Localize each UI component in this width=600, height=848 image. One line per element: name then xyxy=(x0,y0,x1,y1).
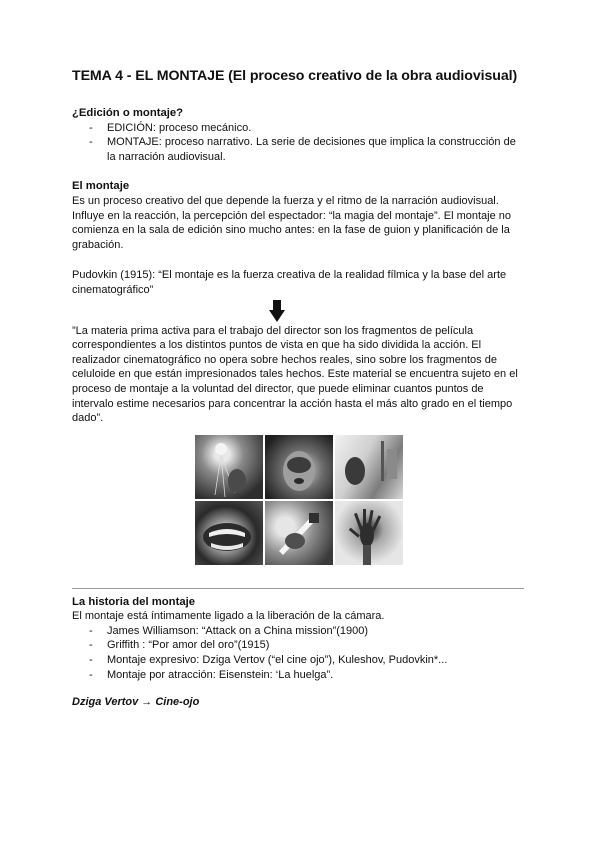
list-item: - James Williamson: “Attack on a China mission”(1900) xyxy=(72,624,524,639)
heading-edicion: ¿Edición o montaje? xyxy=(72,107,184,119)
pudovkin-quote: Pudovkin (1915): “El montaje es la fuerza creativa de la realidad fílmica y la base del arte cinematográfico” xyxy=(72,269,507,296)
film-frame xyxy=(265,501,333,565)
heading-historia: La historia del montaje xyxy=(72,595,196,608)
film-frame xyxy=(265,435,333,499)
list-item: - MONTAJE: proceso narrativo. La serie de decisiones que implica la construcción de la narración audiovisual. xyxy=(72,135,524,164)
list-item: - Montaje por atracción: Eisenstein: ‘La huelga”. xyxy=(72,668,524,683)
list-item: - Montaje expresivo: Dziga Vertov (“el cine ojo”), Kuleshov, Pudovkin*... xyxy=(72,653,524,668)
historia-intro: El montaje está íntimamente ligado a la liberación de la cámara. xyxy=(72,610,385,623)
montaje-paragraph: Es un proceso creativo del que depende la fuerza y el ritmo de la narración audiovisual. Influye en la reacción, la percepción del espectador: “la magia del montaje”. El montaje no comienza en la sala de edición sino mucho antes: en la fase de guion y planificación de la grabación. xyxy=(72,194,512,251)
psycho-shower-frames xyxy=(195,435,403,565)
film-frame xyxy=(195,501,263,565)
down-arrow-icon xyxy=(269,300,285,322)
film-frame xyxy=(335,501,403,565)
film-frame xyxy=(195,435,263,499)
section-divider xyxy=(72,588,524,589)
heading-montaje: El montaje xyxy=(72,180,130,193)
vertov-heading: Dziga Vertov → Cine-ojo xyxy=(72,696,200,709)
film-frame xyxy=(335,435,403,499)
historia-list xyxy=(72,624,524,682)
document-title: TEMA 4 - EL MONTAJE (El proceso creativo de la obra audiovisual) xyxy=(72,68,518,84)
list-item: - Griffith : “Por amor del oro”(1915) xyxy=(72,638,524,653)
list-item: - EDICIÓN: proceso mecánico. xyxy=(72,121,524,136)
document-page xyxy=(72,68,524,708)
director-quote: ”La materia prima activa para el trabajo del director son los fragmentos de película correspondientes a los distintos puntos de vista en que ha sido dividida la acción. El realizador cinematográfico no opera sobre hechos reales, sino sobre los fragmentos de celuloide en que están impresionados tales hechos. Este material se encuentra sujeto en el proceso de montaje a la voluntad del director, que puede eliminar cuantos puntos de intervalo estime necesarios para concentrar la acción hasta el más alto grado en el tiempo dado”. xyxy=(72,324,518,425)
edicion-list xyxy=(72,121,524,165)
